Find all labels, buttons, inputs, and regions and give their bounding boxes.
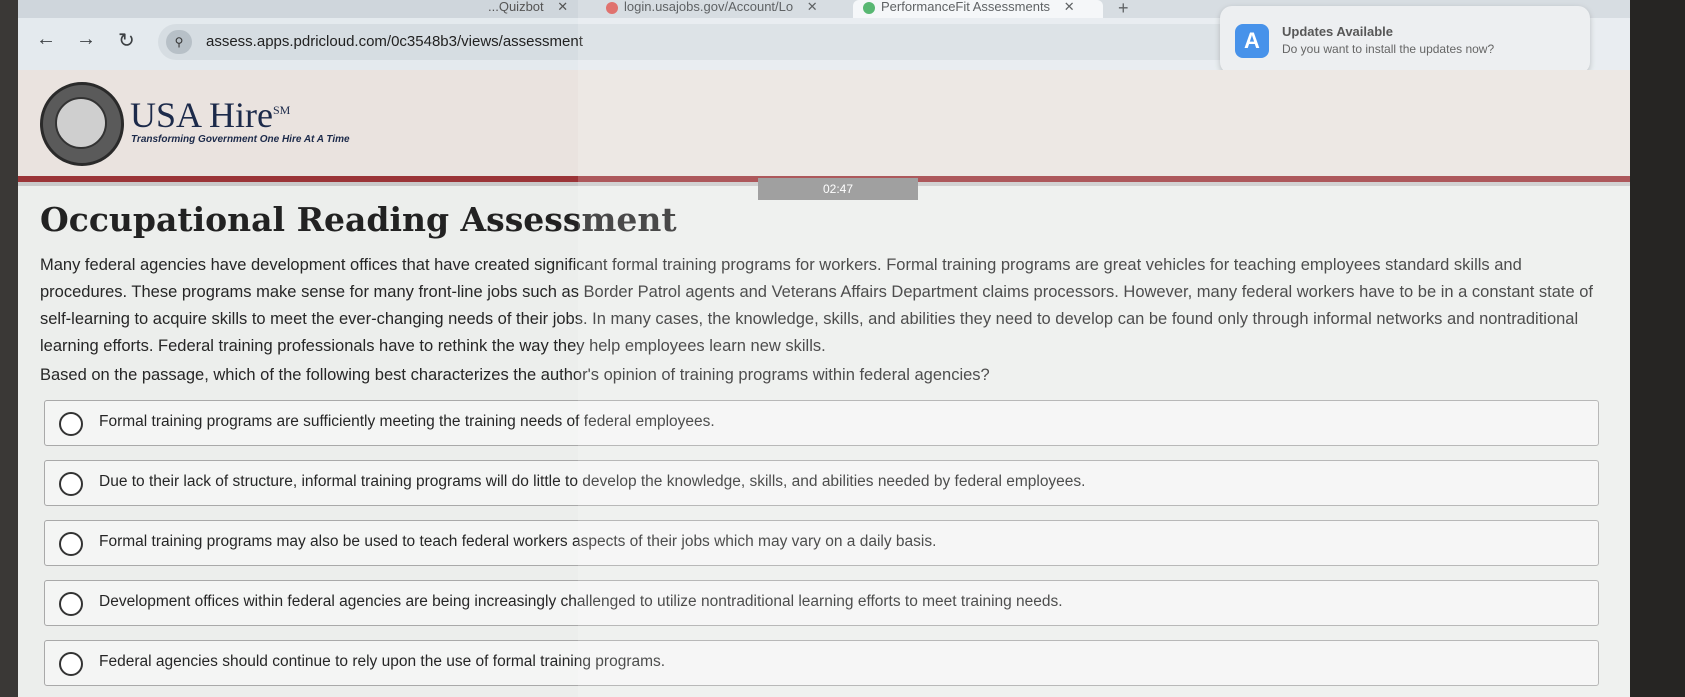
seal-eagle-icon [55,97,107,149]
radio-button[interactable] [59,412,83,436]
tab-label: login.usajobs.gov/Account/Lo [624,0,794,14]
logo-title [130,94,290,136]
answer-option-label[interactable]: Federal agencies should continue to rely upon the use of formal training programs. [99,653,666,670]
site-header [18,70,1630,182]
service-mark: SM [273,103,291,117]
back-arrow-icon[interactable]: ← [36,28,56,50]
tab-usajobs[interactable] [596,0,846,18]
radio-button[interactable] [59,472,83,496]
usajobs-favicon-icon [606,2,618,14]
close-icon[interactable]: ✕ [806,0,818,14]
logo-title-text: USA Hire [130,95,273,135]
answer-option-label[interactable]: Development offices within federal agencies are being increasingly challenged to utilize nontraditional learning efforts to meet training needs. [99,593,1063,610]
new-tab-button[interactable]: + [1118,0,1129,18]
site-info-icon[interactable]: ⚲ [166,30,192,54]
app-store-icon: A [1235,24,1269,58]
answer-option-label[interactable]: Formal training programs may also be used to teach federal workers aspects of their jobs which may vary on a daily basis. [99,533,937,550]
radio-button[interactable] [59,592,83,616]
answer-option-label[interactable]: Due to their lack of structure, informal training programs will do little to develop the knowledge, skills, and abilities needed by federal employees. [99,473,1086,490]
device-bezel-left [0,0,18,697]
close-icon[interactable]: ✕ [557,0,569,14]
performancefit-favicon-icon [863,2,875,14]
url-text[interactable]: assess.apps.pdricloud.com/0c3548b3/views/assessment [206,33,583,50]
question-text: Based on the passage, which of the following best characterizes the author's opinion of training programs within federal agencies? [40,366,990,384]
notification-title: Updates Available [1282,24,1394,39]
forward-arrow-icon[interactable]: → [76,28,96,50]
tab-quizbot[interactable] [488,0,568,18]
answer-option-2[interactable] [44,460,1599,506]
answer-option-5[interactable] [44,640,1599,686]
answer-option-3[interactable] [44,520,1599,566]
updates-notification[interactable] [1220,6,1590,74]
answer-option-4[interactable] [44,580,1599,626]
opm-seal-logo [40,82,124,166]
close-icon[interactable]: ✕ [1063,0,1075,14]
answer-options [44,400,1599,697]
reload-icon[interactable]: ↻ [118,30,135,52]
device-bezel-right [1630,0,1685,697]
browser-window [18,0,1630,697]
answer-option-label[interactable]: Formal training programs are sufficiently meeting the training needs of federal employees. [99,413,715,430]
notification-body: Do you want to install the updates now? [1282,42,1495,56]
reading-passage: Many federal agencies have development offices that have created significant formal training programs for workers. Formal training programs are great vehicles for teaching employees standard skills and procedures. These programs make sense for many front-line jobs such as Border Patrol agents and Veterans Affairs Department claims processors. However, many federal workers have to be in a constant state of self-learning to acquire skills to meet the ever-changing needs of their jobs. In many cases, the knowledge, skills, and abilities they need to develop can be found only through informal networks and nontraditional learning efforts. Federal training professionals have to rethink the way they help employees learn new skills. [40,256,1593,355]
radio-button[interactable] [59,652,83,676]
logo-tagline: Transforming Government One Hire At A Time [131,134,350,145]
countdown-timer: 02:47 [758,178,918,200]
answer-option-1[interactable] [44,400,1599,446]
tab-label: ...Quizbot [488,0,544,14]
page-title: Occupational Reading Assessment [40,200,677,239]
radio-button[interactable] [59,532,83,556]
tab-label: PerformanceFit Assessments [881,0,1051,14]
